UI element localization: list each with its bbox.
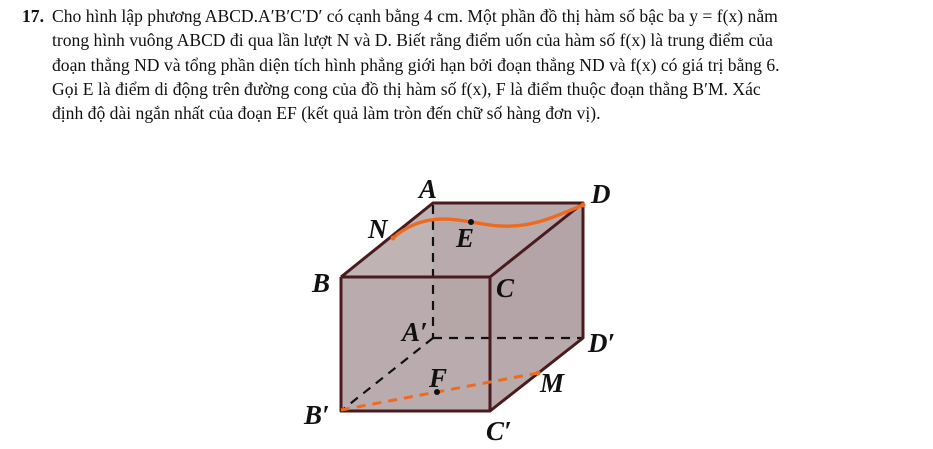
problem-line-4: Gọi E là điểm di động trên đường cong của đồ thị hàm số f(x), F là điểm thuộc đoạn thẳng B′M. Xác xyxy=(52,78,761,99)
problem-number: 17. xyxy=(22,6,44,26)
problem-line-5: định độ dài ngắn nhất của đoạn EF (kết quả làm tròn đến chữ số hàng đơn vị). xyxy=(52,103,601,124)
label-C-prime: C′ xyxy=(486,416,512,446)
label-A: A xyxy=(419,174,438,204)
label-D-prime: D′ xyxy=(588,328,616,358)
problem-line-2: trong hình vuông ABCD đi qua lần lượt N và D. Biết rằng điểm uốn của hàm số f(x) là trung điểm của xyxy=(52,30,773,51)
label-N: N xyxy=(368,214,388,244)
label-M: M xyxy=(540,368,565,398)
label-E: E xyxy=(456,223,475,253)
problem-line-1: 17. Cho hình lập phương ABCD.A′B′C′D′ có cạnh bằng 4 cm. Một phần đồ thị hàm số bậc ba y = f(x) nằm xyxy=(22,4,912,28)
point-D xyxy=(581,203,586,208)
label-B-prime: B′ xyxy=(304,400,330,430)
label-F: F xyxy=(429,363,448,393)
label-D: D xyxy=(591,179,611,209)
point-N xyxy=(391,236,396,241)
label-B: B xyxy=(312,268,331,298)
label-A-prime: A′ xyxy=(402,317,428,347)
problem-line-3: đoạn thẳng ND và tổng phần diện tích hình phẳng giới hạn bởi đoạn thẳng ND và f(x) có giá trị bằng 6. xyxy=(52,54,780,75)
label-C: C xyxy=(496,273,515,303)
